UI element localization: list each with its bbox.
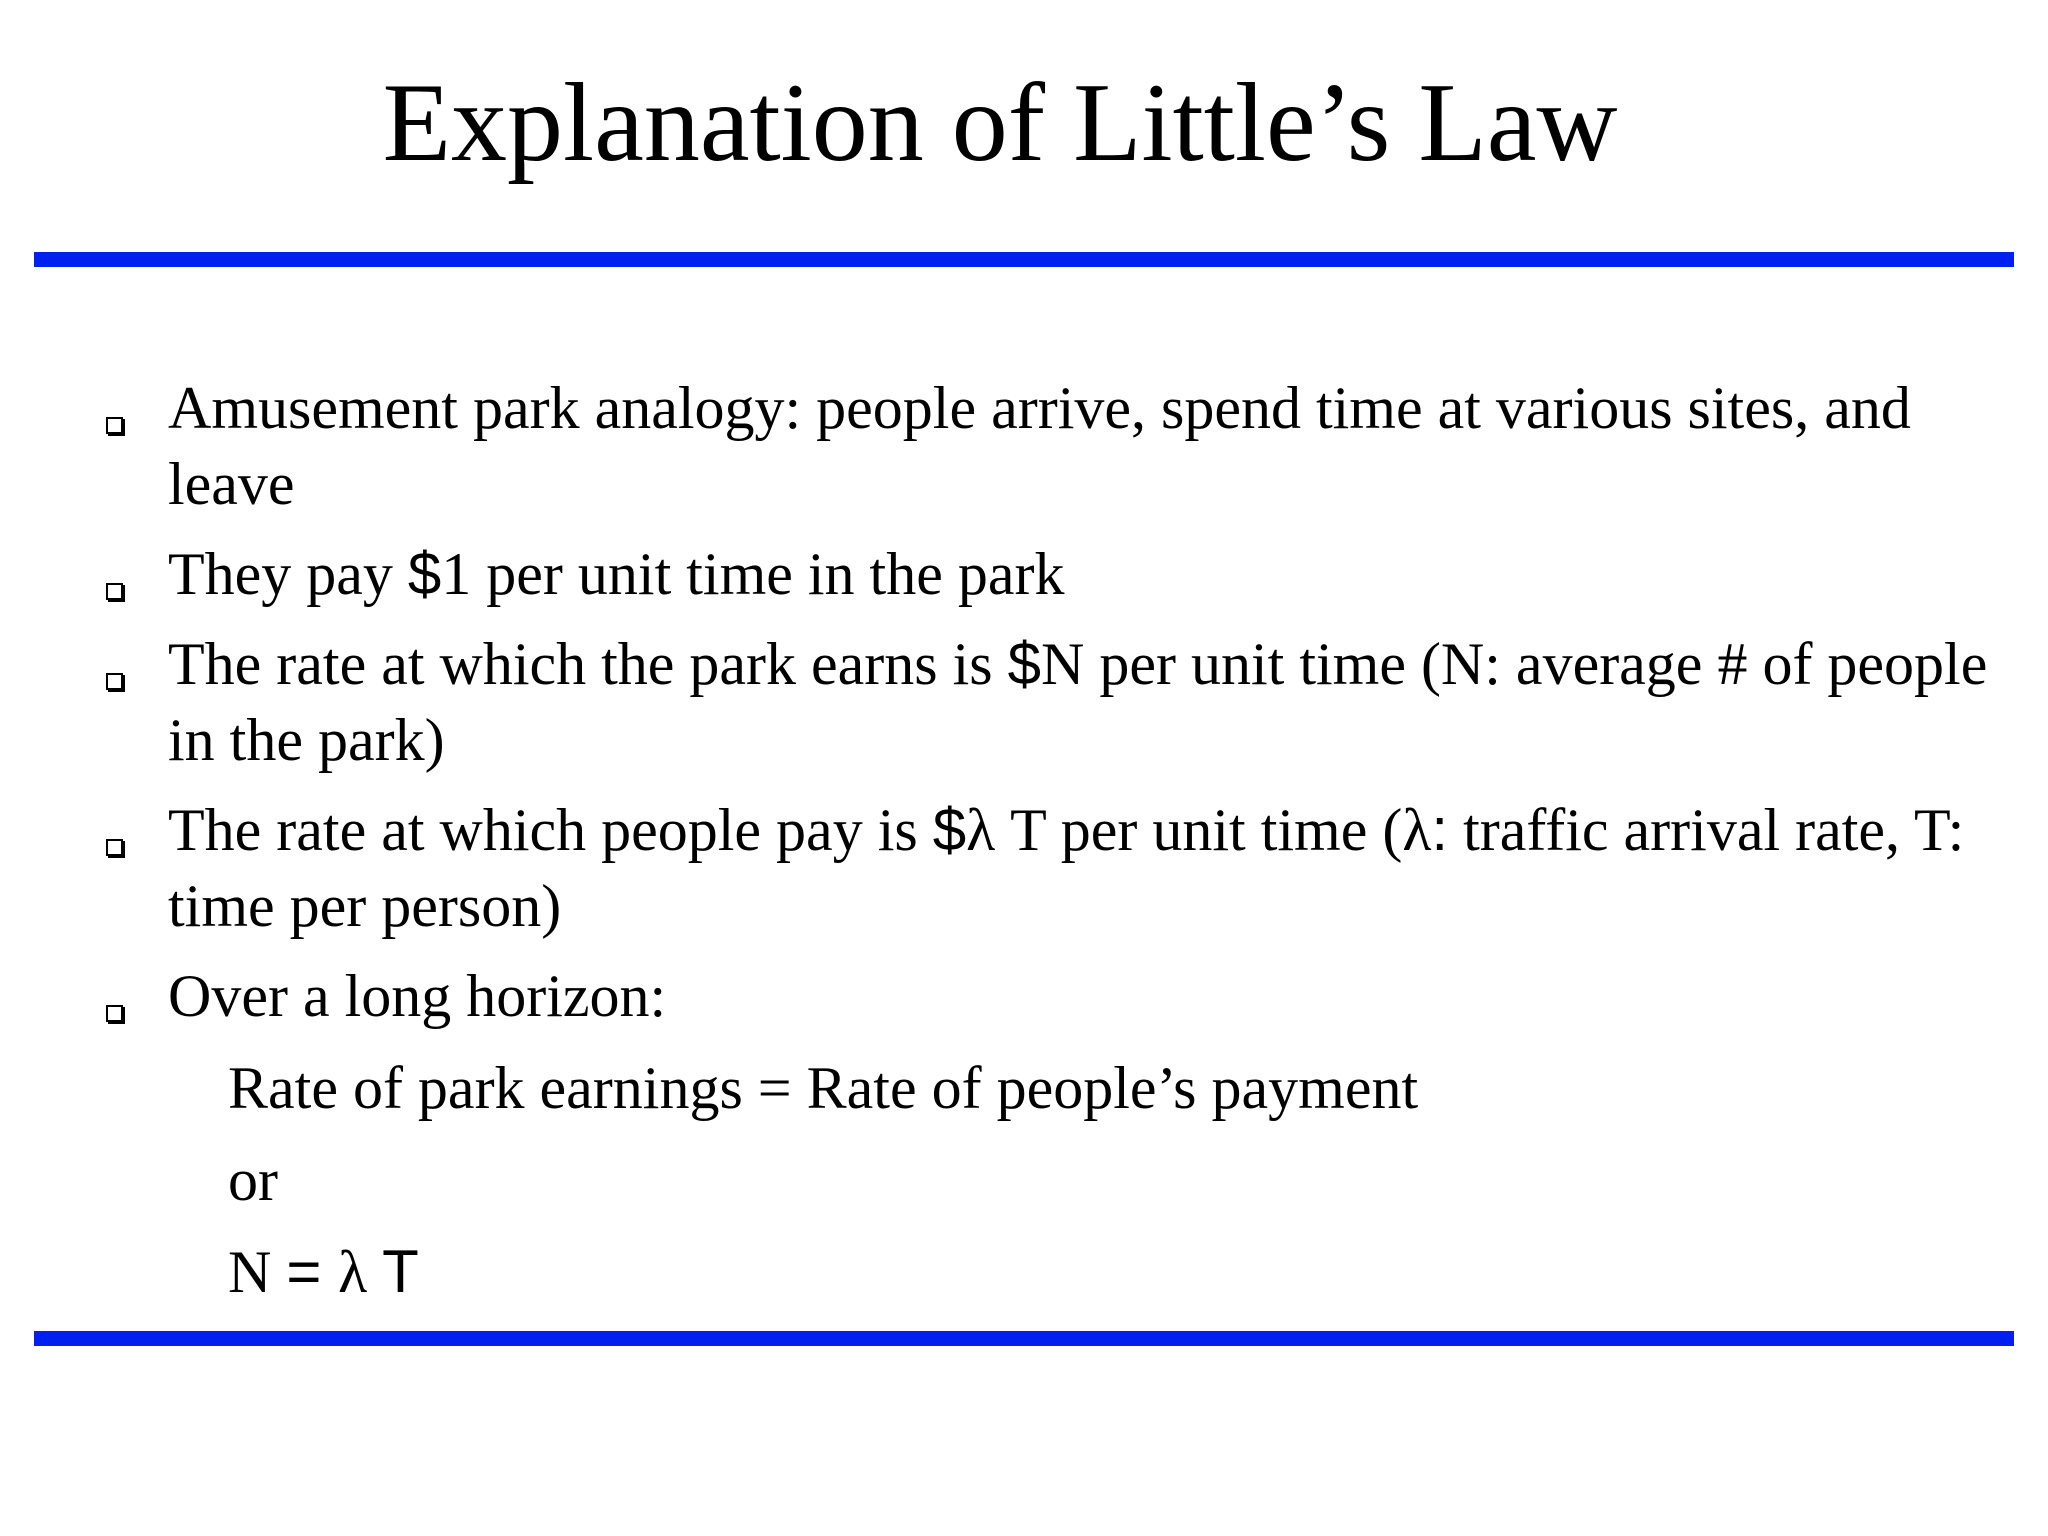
bullet-text: N per unit time (N: average # of people in the park) [168, 631, 1988, 773]
square-bullet-icon [106, 417, 123, 434]
square-bullet-icon [106, 1005, 123, 1022]
bottom-divider [34, 1331, 2014, 1346]
bullet-text: They pay [168, 541, 408, 607]
bullet-list [0, 370, 2048, 1048]
or-line: or [228, 1147, 278, 1213]
bullet-item [0, 626, 2048, 778]
dollar-symbol: $ [1007, 630, 1042, 697]
bullet-text: The rate at which the park earns is [168, 631, 1008, 697]
bullet-text: The rate at which people pay is [168, 797, 933, 863]
bullet-item [0, 958, 2048, 1034]
bullet-text: 1 per unit time in the park [441, 541, 1065, 607]
bullet-text: traffic arrival rate, T: time per person) [168, 797, 1965, 939]
earnings-equality-line: Rate of park earnings = Rate of people’s payment [228, 1055, 1419, 1121]
formula-lambda: λ [338, 1239, 383, 1305]
littles-law-formula [228, 1234, 1928, 1326]
square-bullet-icon [106, 673, 123, 690]
slide-title: Explanation of Little’s Law [382, 61, 1618, 185]
bullet-text: Over a long horizon: [168, 963, 667, 1029]
formula-equals: = [286, 1238, 339, 1305]
bullet-item [0, 370, 2048, 522]
dollar-symbol: $ [407, 540, 442, 607]
bullet-text: λ T per unit time (λ [966, 797, 1432, 863]
bullet-text: Amusement park analogy: people arrive, spend time at various sites, and leave [168, 375, 1911, 517]
formula-n: N [228, 1239, 287, 1305]
top-divider [34, 252, 2014, 267]
bullet-item [0, 536, 2048, 612]
colon-symbol: : [1431, 796, 1449, 863]
square-bullet-icon [106, 839, 123, 856]
derivation-block [228, 1050, 1928, 1326]
bullet-item [0, 792, 2048, 944]
square-bullet-icon [106, 583, 123, 600]
dollar-symbol: $ [932, 796, 967, 863]
formula-t: T [382, 1238, 419, 1305]
